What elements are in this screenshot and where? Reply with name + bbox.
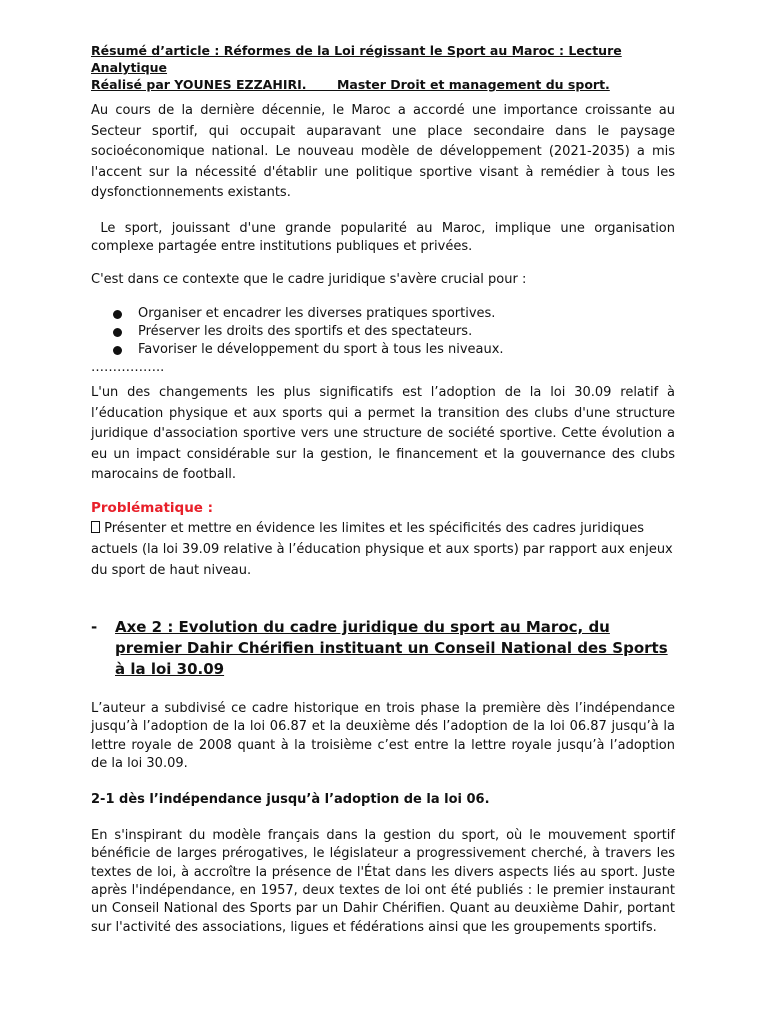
section-2-1-paragraph: En s'inspirant du modèle français dans la gestion du sport, où le mouvement sportif bénéficie de larges prérogatives, le législateur a progressivement cherché, à travers les textes de loi, à accroître la présence de l'État dans les divers aspects liés au sport. Juste après l'indépendance, en 1957, deux textes de loi ont été publiés : le premier instaurant un Conseil National des Sports par un Dahir Chérifien. Quant au deuxième Dahir, portant sur l'activité des associations, ligues et fédérations ainsi que les groupements sportifs.	[91, 828, 675, 935]
article-title: Résumé d’article : Réformes de la Loi régissant le Sport au Maroc : Lecture Analytique	[91, 43, 622, 75]
bullet-icon	[113, 346, 122, 355]
bullet-icon	[113, 310, 122, 319]
axe-2-title: Axe 2 : Evolution du cadre juridique du sport au Maroc, du premier Dahir Chérifien instituant un Conseil National des Sports à la loi 30.09	[115, 617, 668, 678]
list-item: Préserver les droits des sportifs et des spectateurs.	[113, 323, 675, 341]
author-line: Réalisé par YOUNES EZZAHIRI. Master Droit et management du sport.	[91, 77, 610, 92]
problematique-line-1: Présenter et mettre en évidence les limites et les spécificités des cadres juridiques	[91, 518, 675, 539]
list-item: Organiser et encadrer les diverses pratiques sportives.	[113, 305, 675, 323]
problematique-line-3: du sport de haut niveau.	[91, 562, 252, 578]
ellipsis-line: ……………..	[91, 360, 165, 376]
section-2-1-heading: 2-1 dès l’indépendance jusqu’à l’adoption de la loi 06.	[91, 792, 490, 808]
objectives-list	[113, 305, 675, 360]
missing-glyph-icon	[91, 521, 100, 533]
problematique-heading: Problématique :	[91, 499, 214, 516]
axe-2-heading	[91, 617, 675, 680]
list-item: Favoriser le développement du sport à tous les niveaux.	[113, 341, 675, 359]
changes-paragraph: L'un des changements les plus significatifs est l’adoption de la loi 30.09 relatif à l’éducation physique et aux sports qui a permet la transition des clubs d'une structure juridique d'association sportive vers une structure de société sportive. Cette évolution a eu un impact considérable sur la gestion, le financement et la gouvernance des clubs marocains de football.	[91, 385, 675, 483]
list-dash: -	[91, 617, 98, 636]
intro-paragraph-1: Au cours de la dernière décennie, le Maroc a accordé une importance croissante au Secteur sportif, qui occupait auparavant une place secondaire dans le paysage socioéconomique national. Le nouveau modèle de développement (2021-2035) a mis l'accent sur la nécessité d'établir une politique sportive visant à remédier à tous les dysfonctionnements existants.	[91, 103, 675, 200]
intro-paragraph-3: C'est dans ce contexte que le cadre juridique s'avère crucial pour :	[91, 272, 527, 288]
intro-paragraph-2: Le sport, jouissant d'une grande popularité au Maroc, implique une organisation complexe partagée entre institutions publiques et privées.	[91, 220, 680, 254]
document-page	[91, 42, 680, 937]
problematique-line-2: actuels (la loi 39.09 relative à l’éducation physique et aux sports) par rapport aux enjeux	[91, 541, 673, 557]
bullet-icon	[113, 328, 122, 337]
axe-2-paragraph: L’auteur a subdivisé ce cadre historique en trois phase la première dès l’indépendance jusqu’à l’adoption de la loi 06.87 et la deuxième dés l’adoption de la loi 06.87 jusqu’à la lettre royale de 2008 quant à la troisième c’est entre la lettre royale jusqu’à l’adoption de la loi 30.09.	[91, 700, 675, 771]
